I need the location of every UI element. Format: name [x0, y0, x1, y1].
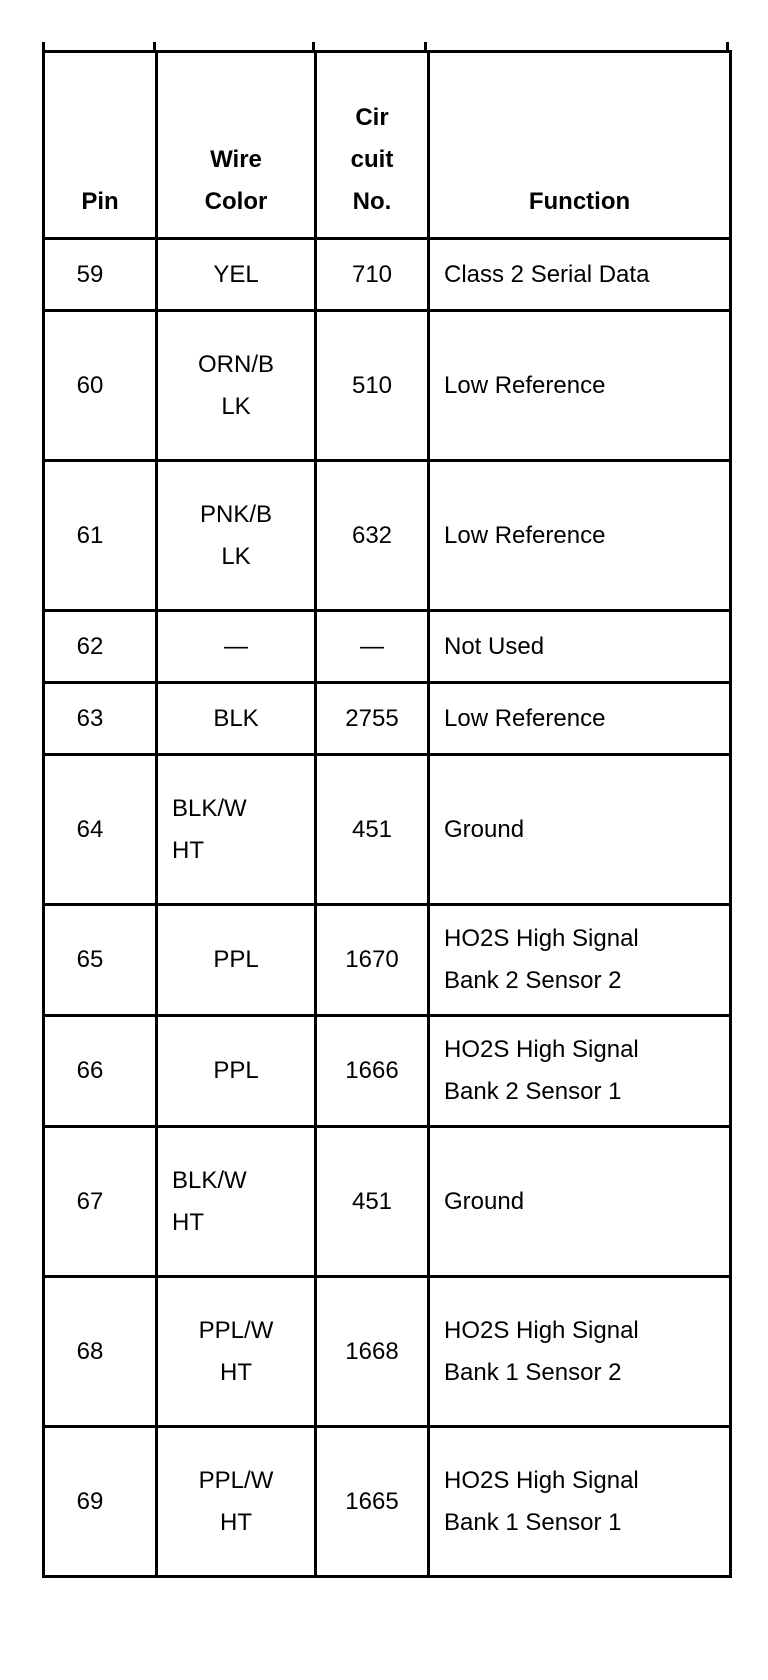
table-row [44, 755, 731, 905]
wire-color-cell: YEL [157, 239, 316, 311]
circuit-cell: 510 [316, 311, 429, 461]
pin-cell: 65 [44, 905, 157, 1016]
table-row [44, 311, 731, 461]
wire-color-cell: ORN/B LK [157, 311, 316, 461]
function-cell: Ground [429, 1127, 731, 1277]
circuit-cell: 1666 [316, 1016, 429, 1127]
pin-cell: 66 [44, 1016, 157, 1127]
circuit-cell: 451 [316, 1127, 429, 1277]
wire-color-cell: — [157, 611, 316, 683]
table-row [44, 905, 731, 1016]
function-cell: HO2S High Signal Bank 2 Sensor 1 [429, 1016, 731, 1127]
circuit-cell: 451 [316, 755, 429, 905]
table-row [44, 461, 731, 611]
function-cell: Low Reference [429, 311, 731, 461]
pin-cell: 64 [44, 755, 157, 905]
function-cell: Ground [429, 755, 731, 905]
table-row [44, 1427, 731, 1577]
wire-color-cell: PPL/W HT [157, 1277, 316, 1427]
header-pin: Pin [44, 52, 157, 239]
pin-cell: 62 [44, 611, 157, 683]
pin-cell: 68 [44, 1277, 157, 1427]
pinout-table [42, 50, 732, 1578]
table-row [44, 239, 731, 311]
table-header-row [44, 52, 731, 239]
pin-cell: 63 [44, 683, 157, 755]
function-cell: HO2S High Signal Bank 2 Sensor 2 [429, 905, 731, 1016]
function-cell: Low Reference [429, 683, 731, 755]
header-wire-color: Wire Color [157, 52, 316, 239]
wire-color-cell: PPL [157, 1016, 316, 1127]
wire-color-cell: BLK/W HT [157, 1127, 316, 1277]
pin-cell: 60 [44, 311, 157, 461]
function-cell: HO2S High Signal Bank 1 Sensor 2 [429, 1277, 731, 1427]
wire-color-cell: PPL [157, 905, 316, 1016]
function-cell: Not Used [429, 611, 731, 683]
circuit-cell: 2755 [316, 683, 429, 755]
function-cell: Low Reference [429, 461, 731, 611]
header-circuit-no: Cir cuit No. [316, 52, 429, 239]
wire-color-cell: PNK/B LK [157, 461, 316, 611]
circuit-cell: — [316, 611, 429, 683]
table-row [44, 1016, 731, 1127]
header-function: Function [429, 52, 731, 239]
pin-cell: 59 [44, 239, 157, 311]
wire-color-cell: BLK [157, 683, 316, 755]
table-row [44, 683, 731, 755]
circuit-cell: 632 [316, 461, 429, 611]
circuit-cell: 1670 [316, 905, 429, 1016]
circuit-cell: 1665 [316, 1427, 429, 1577]
wire-color-cell: PPL/W HT [157, 1427, 316, 1577]
pin-cell: 67 [44, 1127, 157, 1277]
function-cell: HO2S High Signal Bank 1 Sensor 1 [429, 1427, 731, 1577]
function-cell: Class 2 Serial Data [429, 239, 731, 311]
table-row [44, 1277, 731, 1427]
wire-color-cell: BLK/W HT [157, 755, 316, 905]
pin-cell: 69 [44, 1427, 157, 1577]
circuit-cell: 710 [316, 239, 429, 311]
table-row [44, 1127, 731, 1277]
table-row [44, 611, 731, 683]
pin-cell: 61 [44, 461, 157, 611]
circuit-cell: 1668 [316, 1277, 429, 1427]
